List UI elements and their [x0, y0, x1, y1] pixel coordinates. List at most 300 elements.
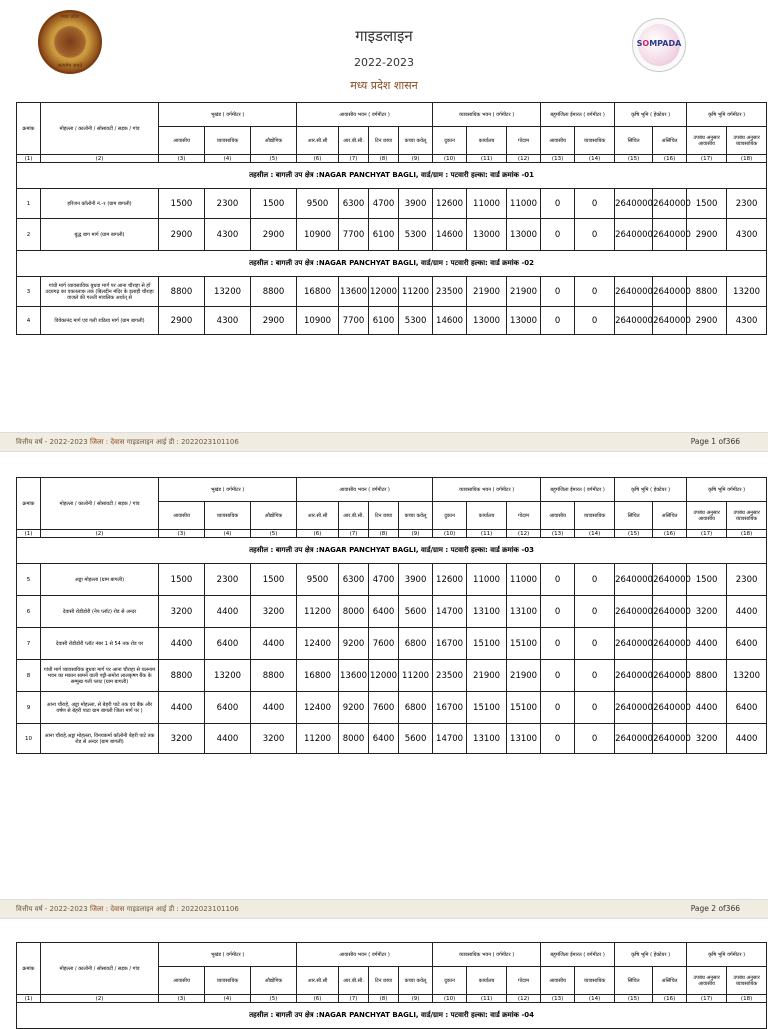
rate-cell: 2640000 [615, 307, 653, 335]
rate-cell: 4400 [205, 724, 251, 754]
emblem-ring-bottom: सत्यमेव जयते [57, 63, 83, 69]
rate-cell: 1500 [159, 189, 205, 219]
column-header: कार्यालय [467, 967, 507, 995]
rate-cell: 0 [541, 277, 575, 307]
sampada-logo [632, 18, 686, 72]
rate-cell: 11000 [467, 189, 507, 219]
column-group-header: बहुमंजिला ईमारत ( वर्गमीटर ) [541, 103, 615, 127]
row-serial: 2 [17, 219, 41, 251]
column-group-header: कृषि भूमि वर्गमीटर ) [687, 478, 767, 502]
column-header: व्यावसायिक [575, 967, 615, 995]
rate-cell: 6100 [369, 219, 399, 251]
column-header: उपबंध अनुसार आवासीय [687, 502, 727, 530]
rate-cell: 2900 [251, 219, 297, 251]
rate-cell: 13200 [205, 660, 251, 692]
column-header: आर.सी.सी [297, 127, 339, 155]
rate-cell: 2300 [727, 564, 767, 596]
rate-cell: 0 [575, 277, 615, 307]
rate-cell: 11200 [297, 724, 339, 754]
rate-cell: 8000 [339, 724, 369, 754]
rate-cell: 1500 [251, 564, 297, 596]
footer-guideline-id: गाइडलाइन आई डी : 2022023101106 [126, 438, 239, 446]
rate-cell: 12000 [369, 277, 399, 307]
rate-cell: 9500 [297, 189, 339, 219]
column-number: (18) [727, 995, 767, 1003]
rate-cell: 2900 [687, 219, 727, 251]
rate-cell: 2640000 [653, 307, 687, 335]
footer-district: जिला : देवास [89, 905, 125, 913]
column-header: व्यावसायिक [575, 502, 615, 530]
column-number: (6) [297, 995, 339, 1003]
rate-cell: 2640000 [615, 219, 653, 251]
column-number: (5) [251, 155, 297, 163]
rate-cell: 13100 [507, 596, 541, 628]
rate-cell: 6400 [727, 692, 767, 724]
rate-cell: 4400 [727, 724, 767, 754]
rate-cell: 21900 [507, 660, 541, 692]
column-number: (6) [297, 155, 339, 163]
footer-district: जिला : देवास [89, 438, 125, 446]
rate-cell: 9200 [339, 628, 369, 660]
column-number: (1) [17, 530, 41, 538]
column-header: उपबंध अनुसार व्यावसायिक [727, 967, 767, 995]
table-row [17, 660, 767, 692]
column-number: (13) [541, 995, 575, 1003]
column-number: (10) [433, 530, 467, 538]
rate-cell: 2640000 [615, 564, 653, 596]
rate-cell: 6800 [399, 692, 433, 724]
table-header-row [17, 943, 767, 967]
footer-page-number: Page 1 of366 [690, 437, 740, 446]
column-number: (6) [297, 530, 339, 538]
rate-cell: 11000 [507, 189, 541, 219]
column-group-header: कृषि भूमि ( हेक्टेयर ) [615, 943, 687, 967]
rate-cell: 2640000 [615, 596, 653, 628]
rate-cell: 2900 [159, 219, 205, 251]
column-number: (7) [339, 155, 369, 163]
rate-cell: 4400 [251, 628, 297, 660]
rate-cell: 3200 [159, 596, 205, 628]
rate-cell: 6400 [727, 628, 767, 660]
government-name: मध्य प्रदेश शासन [350, 79, 418, 92]
ward-heading: तहसील : बागली उप क्षेत्र :NAGAR PANCHYAT BAGLI, वार्ड/ग्राम : पटवारी हल्का: वार्ड क्रमांक -04 [17, 1003, 767, 1029]
column-number: (4) [205, 155, 251, 163]
rate-cell: 0 [575, 307, 615, 335]
rate-cell: 4300 [727, 307, 767, 335]
rate-cell: 13600 [339, 277, 369, 307]
rate-cell: 12600 [433, 564, 467, 596]
rate-cell: 8800 [159, 660, 205, 692]
column-header: उपबंध अनुसार आवासीय [687, 127, 727, 155]
column-number: (9) [399, 995, 433, 1003]
rate-cell: 5600 [399, 724, 433, 754]
rate-cell: 16700 [433, 628, 467, 660]
column-number: (12) [507, 995, 541, 1003]
column-header: आवासीय [541, 502, 575, 530]
column-number: (12) [507, 155, 541, 163]
column-number: (5) [251, 995, 297, 1003]
rate-cell: 0 [541, 724, 575, 754]
rate-cell: 5300 [399, 219, 433, 251]
rate-cell: 3200 [251, 724, 297, 754]
column-number: (2) [41, 155, 159, 163]
row-serial: 7 [17, 628, 41, 660]
rate-cell: 1500 [251, 189, 297, 219]
rate-cell: 2640000 [653, 596, 687, 628]
rate-cell: 4400 [687, 692, 727, 724]
rate-cell: 8800 [251, 660, 297, 692]
column-header: आवासीय [541, 967, 575, 995]
rate-cell: 0 [541, 219, 575, 251]
rate-cell: 9500 [297, 564, 339, 596]
row-serial: 3 [17, 277, 41, 307]
table-header-row [17, 478, 767, 502]
column-header-serial: क्रमांक [17, 478, 41, 530]
rate-cell: 2640000 [653, 660, 687, 692]
column-header: कच्चा कवेलू [399, 127, 433, 155]
column-header: सिंचित [615, 502, 653, 530]
ward-heading-row [17, 1003, 767, 1029]
column-group-header: आवासीय भवन ( वर्गमीटर ) [297, 478, 433, 502]
column-number-row [17, 995, 767, 1003]
column-number: (15) [615, 155, 653, 163]
rate-cell: 6300 [339, 564, 369, 596]
rate-cell: 12000 [369, 660, 399, 692]
rate-cell: 16700 [433, 692, 467, 724]
rate-cell: 13000 [507, 307, 541, 335]
column-header: आर.बी.सी. [339, 127, 369, 155]
column-header: व्यावसायिक [205, 502, 251, 530]
column-header: सिंचित [615, 127, 653, 155]
column-number: (1) [17, 155, 41, 163]
rate-cell: 21900 [507, 277, 541, 307]
column-header: कार्यालय [467, 127, 507, 155]
column-number: (12) [507, 530, 541, 538]
column-group-header: कृषि भूमि ( हेक्टेयर ) [615, 103, 687, 127]
rate-cell: 14700 [433, 596, 467, 628]
rate-cell: 0 [541, 596, 575, 628]
column-group-header: कृषि भूमि वर्गमीटर ) [687, 943, 767, 967]
column-header: दुकान [433, 502, 467, 530]
column-header: असिंचित [653, 967, 687, 995]
column-header: व्यावसायिक [205, 967, 251, 995]
row-serial: 6 [17, 596, 41, 628]
table-row [17, 692, 767, 724]
column-group-header: व्यावसायिक भवन ( वर्गमीटर ) [433, 943, 541, 967]
row-locality: देवासी रोडीडोरी (नेप प्लॉट) रोड से अन्दर [41, 596, 159, 628]
rate-cell: 16800 [297, 660, 339, 692]
page-footer [0, 899, 768, 919]
guideline-table [16, 102, 767, 335]
row-locality: आना चौराहे,अड्डा मोहल्ला, विनयकर्मा कॉलोनी बेहरी पाटे तक रोड से अन्दर (ग्राम बागली) [41, 724, 159, 754]
rate-cell: 3200 [251, 596, 297, 628]
rate-cell: 21900 [467, 277, 507, 307]
rate-cell: 11000 [507, 564, 541, 596]
rate-cell: 4700 [369, 564, 399, 596]
rate-cell: 2640000 [653, 564, 687, 596]
rate-cell: 4700 [369, 189, 399, 219]
column-header: आवासीय [541, 127, 575, 155]
rate-cell: 21900 [467, 660, 507, 692]
rate-cell: 13000 [467, 307, 507, 335]
rate-cell: 2300 [205, 564, 251, 596]
column-number: (15) [615, 530, 653, 538]
column-header-serial: क्रमांक [17, 943, 41, 995]
row-locality: विवेकानंद मार्ग एवं गली राठिया मार्ग (ग्राम बागली) [41, 307, 159, 335]
column-header: कच्चा कवेलू [399, 967, 433, 995]
rate-cell: 8800 [687, 660, 727, 692]
rate-cell: 2640000 [615, 724, 653, 754]
rate-cell: 2300 [205, 189, 251, 219]
sampada-logo-text: SOMPADA [636, 39, 682, 48]
rate-cell: 2640000 [653, 219, 687, 251]
table-header-row [17, 103, 767, 127]
column-header: उपबंध अनुसार आवासीय [687, 967, 727, 995]
rate-cell: 15100 [507, 628, 541, 660]
column-number: (4) [205, 530, 251, 538]
column-header: आर.बी.सी. [339, 502, 369, 530]
column-number: (14) [575, 530, 615, 538]
rate-cell: 7600 [369, 692, 399, 724]
rate-cell: 0 [575, 692, 615, 724]
column-number: (15) [615, 995, 653, 1003]
column-header: औद्योगिक [251, 967, 297, 995]
rate-cell: 13600 [339, 660, 369, 692]
rate-cell: 10900 [297, 307, 339, 335]
rate-cell: 6800 [399, 628, 433, 660]
rate-cell: 0 [541, 692, 575, 724]
table-row [17, 724, 767, 754]
page-header [0, 0, 768, 100]
column-header: असिंचित [653, 127, 687, 155]
rate-cell: 14700 [433, 724, 467, 754]
rate-cell: 3200 [687, 724, 727, 754]
rate-cell: 7600 [369, 628, 399, 660]
rate-cell: 8800 [159, 277, 205, 307]
rate-cell: 6400 [205, 692, 251, 724]
rate-cell: 15100 [467, 628, 507, 660]
rate-cell: 5600 [399, 596, 433, 628]
column-header: आर.बी.सी. [339, 967, 369, 995]
column-header: गोदाम [507, 502, 541, 530]
rate-cell: 2640000 [615, 660, 653, 692]
rate-cell: 13100 [507, 724, 541, 754]
rate-cell: 12600 [433, 189, 467, 219]
rate-cell: 23500 [433, 660, 467, 692]
rate-cell: 15100 [467, 692, 507, 724]
rate-cell: 8800 [251, 277, 297, 307]
rate-cell: 2640000 [615, 189, 653, 219]
rate-cell: 23500 [433, 277, 467, 307]
rate-cell: 6400 [205, 628, 251, 660]
column-group-header: आवासीय भवन ( वर्गमीटर ) [297, 103, 433, 127]
ward-heading-row [17, 251, 767, 277]
rate-cell: 6100 [369, 307, 399, 335]
rate-cell: 11200 [297, 596, 339, 628]
column-header: उपबंध अनुसार व्यावसायिक [727, 127, 767, 155]
rate-cell: 13100 [467, 724, 507, 754]
footer-info [16, 438, 239, 447]
table-row [17, 628, 767, 660]
rate-cell: 0 [575, 596, 615, 628]
ward-heading: तहसील : बागली उप क्षेत्र :NAGAR PANCHYAT BAGLI, वार्ड/ग्राम : पटवारी हल्का: वार्ड क्रमांक -03 [17, 538, 767, 564]
column-number: (16) [653, 995, 687, 1003]
column-number: (3) [159, 155, 205, 163]
column-group-header: व्यावसायिक भवन ( वर्गमीटर ) [433, 478, 541, 502]
row-locality: गांधी मार्ग व्यावसायिक बुधवा मार्ग पर आना चौराहा से हाँ उदयगढ़ का एकतलाक तक (बिलदीन मंदिर के इलाही चौराहा वाजले की गलती मावलिक अर्थात् से [41, 277, 159, 307]
column-header-locality: मोहल्ला / कालोनी / सोसायटी / सड़क / गांव [41, 103, 159, 155]
table-row [17, 564, 767, 596]
column-number: (17) [687, 155, 727, 163]
column-header: टिन छाया [369, 502, 399, 530]
column-group-header: बहुमंजिला ईमारत ( वर्गमीटर ) [541, 943, 615, 967]
rate-cell: 14600 [433, 307, 467, 335]
rate-cell: 0 [541, 307, 575, 335]
rate-cell: 0 [575, 628, 615, 660]
rate-cell: 2900 [251, 307, 297, 335]
table-row [17, 277, 767, 307]
column-number: (9) [399, 530, 433, 538]
column-number: (13) [541, 530, 575, 538]
rate-cell: 13000 [507, 219, 541, 251]
rate-cell: 4400 [687, 628, 727, 660]
column-number: (1) [17, 995, 41, 1003]
column-number: (9) [399, 155, 433, 163]
rate-cell: 13000 [467, 219, 507, 251]
column-number: (2) [41, 995, 159, 1003]
row-serial: 5 [17, 564, 41, 596]
column-number: (10) [433, 995, 467, 1003]
rate-cell: 2640000 [653, 724, 687, 754]
rate-cell: 0 [541, 660, 575, 692]
column-group-header: कृषि भूमि ( हेक्टेयर ) [615, 478, 687, 502]
rate-cell: 8000 [339, 596, 369, 628]
column-header: दुकान [433, 967, 467, 995]
rate-cell: 0 [541, 564, 575, 596]
column-group-header: व्यावसायिक भवन ( वर्गमीटर ) [433, 103, 541, 127]
column-number: (8) [369, 530, 399, 538]
column-header: टिन छाया [369, 127, 399, 155]
rate-cell: 13100 [467, 596, 507, 628]
rate-cell: 0 [575, 564, 615, 596]
rate-cell: 0 [575, 724, 615, 754]
table-row [17, 596, 767, 628]
rate-cell: 4300 [205, 219, 251, 251]
ward-heading: तहसील : बागली उप क्षेत्र :NAGAR PANCHYAT BAGLI, वार्ड/ग्राम : पटवारी हल्का: वार्ड क्रमांक -02 [17, 251, 767, 277]
column-header: आवासीय [159, 967, 205, 995]
column-number: (17) [687, 995, 727, 1003]
guideline-table [16, 477, 767, 754]
row-serial: 8 [17, 660, 41, 692]
column-number: (7) [339, 530, 369, 538]
column-header: औद्योगिक [251, 127, 297, 155]
row-serial: 1 [17, 189, 41, 219]
rate-cell: 4300 [205, 307, 251, 335]
column-group-header: भूखंड ( वर्गमीटर ) [159, 103, 297, 127]
column-header: दुकान [433, 127, 467, 155]
column-number: (8) [369, 995, 399, 1003]
rate-cell: 12400 [297, 692, 339, 724]
rate-cell: 2640000 [615, 628, 653, 660]
column-header: कच्चा कवेलू [399, 502, 433, 530]
rate-cell: 2900 [687, 307, 727, 335]
column-number: (2) [41, 530, 159, 538]
rate-cell: 12400 [297, 628, 339, 660]
rate-cell: 15100 [507, 692, 541, 724]
rate-cell: 1500 [159, 564, 205, 596]
column-header: औद्योगिक [251, 502, 297, 530]
rate-cell: 4400 [159, 628, 205, 660]
rate-cell: 13200 [727, 277, 767, 307]
column-number: (8) [369, 155, 399, 163]
table-row [17, 219, 767, 251]
row-locality: देवासी रोडीडोरी प्लॉट नंबर 1 से 54 तक रोड पर [41, 628, 159, 660]
column-number: (16) [653, 530, 687, 538]
ward-heading-row [17, 538, 767, 564]
column-group-header: कृषि भूमि वर्गमीटर ) [687, 103, 767, 127]
rate-cell: 11000 [467, 564, 507, 596]
column-number: (18) [727, 530, 767, 538]
rate-cell: 2640000 [653, 692, 687, 724]
rate-cell: 3900 [399, 189, 433, 219]
rate-cell: 2640000 [653, 628, 687, 660]
rate-cell: 16800 [297, 277, 339, 307]
rate-cell: 10900 [297, 219, 339, 251]
rate-cell: 7700 [339, 307, 369, 335]
rate-cell: 0 [575, 660, 615, 692]
column-header: टिन छाया [369, 967, 399, 995]
footer-page-number: Page 2 of366 [690, 904, 740, 913]
column-header: असिंचित [653, 502, 687, 530]
column-number: (18) [727, 155, 767, 163]
column-number: (5) [251, 530, 297, 538]
rate-cell: 4400 [251, 692, 297, 724]
column-number-row [17, 155, 767, 163]
emblem-ring-top: मध्य प्रदेश [60, 14, 80, 20]
column-header-serial: क्रमांक [17, 103, 41, 155]
column-number: (3) [159, 995, 205, 1003]
column-number: (14) [575, 995, 615, 1003]
row-serial: 4 [17, 307, 41, 335]
rate-cell: 4400 [727, 596, 767, 628]
ward-heading-row [17, 163, 767, 189]
rate-cell: 13200 [205, 277, 251, 307]
footer-financial-year: वित्तीय वर्ष - 2022-2023 [16, 905, 88, 913]
table-row [17, 189, 767, 219]
column-number: (11) [467, 530, 507, 538]
rate-cell: 0 [541, 628, 575, 660]
rate-cell: 1500 [687, 564, 727, 596]
rate-cell: 6400 [369, 724, 399, 754]
rate-cell: 2300 [727, 189, 767, 219]
rate-cell: 2640000 [653, 189, 687, 219]
rate-cell: 6300 [339, 189, 369, 219]
table-row [17, 307, 767, 335]
rate-cell: 2900 [159, 307, 205, 335]
column-number-row [17, 530, 767, 538]
guideline-table [16, 942, 767, 1029]
column-group-header: बहुमंजिला ईमारत ( वर्गमीटर ) [541, 478, 615, 502]
column-header: व्यावसायिक [205, 127, 251, 155]
column-header: कार्यालय [467, 502, 507, 530]
rate-cell: 11200 [399, 277, 433, 307]
column-header: आवासीय [159, 127, 205, 155]
footer-info [16, 905, 239, 914]
column-number: (17) [687, 530, 727, 538]
column-header: आवासीय [159, 502, 205, 530]
page-year: 2022-2023 [354, 56, 414, 69]
row-serial: 10 [17, 724, 41, 754]
